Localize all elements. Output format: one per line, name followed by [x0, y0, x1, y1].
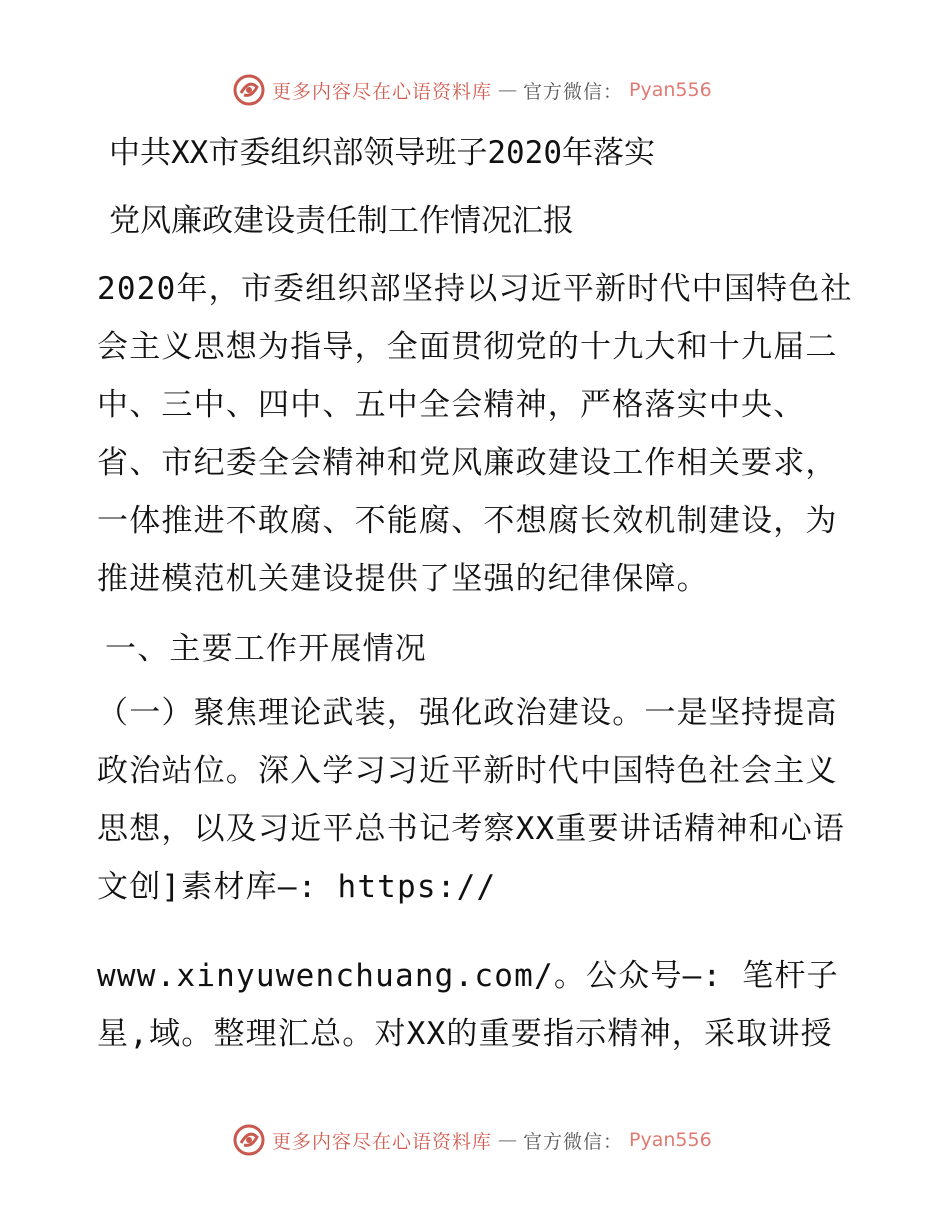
subsection-1-paragraph: （一）聚焦理论武装，强化政治建设。一是坚持提高政治站位。深入学习习近平新时代中国特色社会主义思想，以及习近平总书记考察XX重要讲话精神和心语文创]素材库—: https://: [97, 695, 846, 905]
swirl-logo-icon: [232, 1123, 266, 1157]
watermark-sub-text: 官方微信：: [523, 80, 624, 103]
section-heading-1: 一、主要工作开展情况: [105, 631, 427, 667]
document-body: [97, 124, 857, 1063]
watermark-banner-top: [232, 72, 712, 108]
swirl-logo-icon: [232, 73, 266, 107]
watermark-main-text: 更多内容尽在心语资料库: [272, 80, 493, 103]
watermark-account: Pyan556: [629, 79, 712, 101]
subsection-1-continuation: www.xinyuwenchuang.com/。公众号—: 笔杆子星,域。整理汇总。对XX的重要指示精神，采取讲授: [97, 958, 839, 1052]
doc-title-line-2: 党风廉政建设责任制工作情况汇报: [109, 203, 574, 239]
watermark-separator: —: [498, 1129, 518, 1151]
intro-paragraph: 2020年，市委组织部坚持以习近平新时代中国特色社会主义思想为指导，全面贯彻党的十九大和十九届二中、三中、四中、五中全会精神，严格落实中央、省、市纪委全会精神和党风廉政建设工作相关要求，一体推进不敢腐、不能腐、不想腐长效机制建设，为推进模范机关建设提供了坚强的纪律保障。: [97, 271, 853, 597]
watermark-sub-text: 官方微信：: [523, 1130, 624, 1153]
watermark-account: Pyan556: [629, 1129, 712, 1151]
watermark-main-text: 更多内容尽在心语资料库: [272, 1130, 493, 1153]
watermark-separator: —: [498, 79, 518, 101]
watermark-banner-bottom: [232, 1122, 712, 1158]
doc-title-line-1: 中共XX市委组织部领导班子2020年落实: [109, 135, 655, 171]
